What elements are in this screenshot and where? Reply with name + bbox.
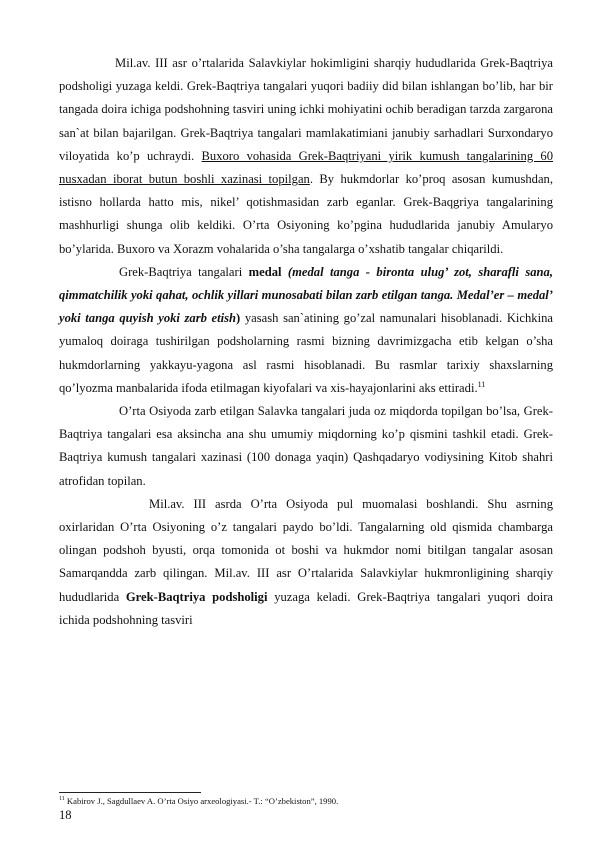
paragraph-4 (59, 493, 553, 632)
underlined-phrase: Buxoro vohasida Grek-Baqtriyani yirik kumush tangalarining 60 nusxadan iborat butun boshli xazinasi topilgan (59, 148, 553, 187)
term-medal: medal (248, 264, 282, 279)
paragraph-2 (59, 261, 553, 400)
paragraph-4-continuation: yuzaga keladi. Grek-Baqtriya tangalari yuqori doira ichida podshohning tasviri (59, 589, 553, 627)
page-number: 18 (59, 808, 72, 822)
paragraph-2-lead: Grek-Baqtriya tangalari (119, 264, 249, 279)
paragraph-1 (59, 52, 553, 261)
footnote-separator (59, 792, 201, 793)
footnote-reference[interactable]: 11 (477, 379, 486, 389)
definition-close-paren: ) (236, 311, 241, 326)
paragraph-3 (59, 400, 553, 493)
paragraph-4-text: Mil.av. III asrda O’rta Osiyoda pul muomalasi boshlandi. Shu asrning oxirlaridan O’rta Osiyoning o’z tangalari paydo bo’ldi. Tangalarning old qismida chambarga olingan podshoh byusti, orqa tomonida ot boshi va hukmdor nomi bitilgan tangalar asosan Samarqandda zarb qilingan. Mil.av. III asr O’rtalarida Salavkiylar hukmronligining sharqiy hududlarida (59, 496, 553, 604)
paragraph-3-text: O’rta Osiyoda zarb etilgan Salavka tangalari juda oz miqdorda topilgan bo’lsa, Grek-Baqtriya tangalari esa aksincha ana shu umumiy miqdorning ko’p qismini tashkil etadi. Grek-Baqtriya kumush tangalari xazinasi (100 donaga yaqin) Qashqadaryo vodiysining Kitob shahri atrofidan topilan. (59, 404, 553, 488)
footnote (59, 795, 553, 807)
bold-phrase: Grek-Baqtriya podsholigi (125, 589, 268, 604)
paragraph-1-continuation: . By hukmdorlar ko’proq asosan kumushdan, istisno hollarda hatto mis, nikel’ qotishmasidan zarb eganlar. Grek-Baqgriya tangalarining mashhurligi shunga olib keldiki. O’rta Osiyoning ko’pgina hududlarida janubiy Amularyo bo’ylarida. Buxoro va Xorazm vohalarida o’sha tangalarga o’xshatib tangalar chiqarildi. (59, 172, 553, 256)
medal-definition: (medal tanga - bironta ulug’ zot, sharafli sana, qimmatchilik yoki qahat, ochlik yillari munosabati bilan zarb etilgan tanga. Medal’er – medal’ yoki tanga quyish yoki zarb etish (59, 264, 553, 326)
footnote-text: Kabirov J., Sagdullaev A. O’rta Osiyo arxeologiyasi.- T.: “O’zbekiston”, 1990. (64, 796, 339, 806)
paragraph-1-text: Mil.av. III asr o’rtalarida Salavkiylar hokimligini sharqiy hududlarida Grek-Baqtriya podsholigi yuzaga keldi. Grek-Baqtriya tangalari yuqori badiiy did bilan ishlangan bo’lib, har bir tangada doira ichiga podshohning tasviri uning ichki mohiyatini ochib beradigan tarzda zargarona san`at bilan bajarilgan. Grek-Baqtriya tangalari mamlakatimiani janubiy sarhadlari Surxondaryo viloyatida ko’p uchraydi. (59, 56, 553, 163)
body-text (59, 52, 553, 632)
paragraph-2-text: yasash san`atining go’zal namunalari hisoblanadi. Kichkina yumaloq doiraga tushirilgan podsholarning rasmi bizning davrimizgacha etib kelgan o’sha hukmdorlarning yakkayu-yagona asl rasmi hisoblanadi. Bu rasmlar tarixiy shaxslarning qo’lyozma manbalarida ifoda etilmagan kiyofalari va xis-hayajonlarini aks ettiradi. (59, 311, 553, 395)
footnote-marker: 11 (59, 796, 65, 803)
